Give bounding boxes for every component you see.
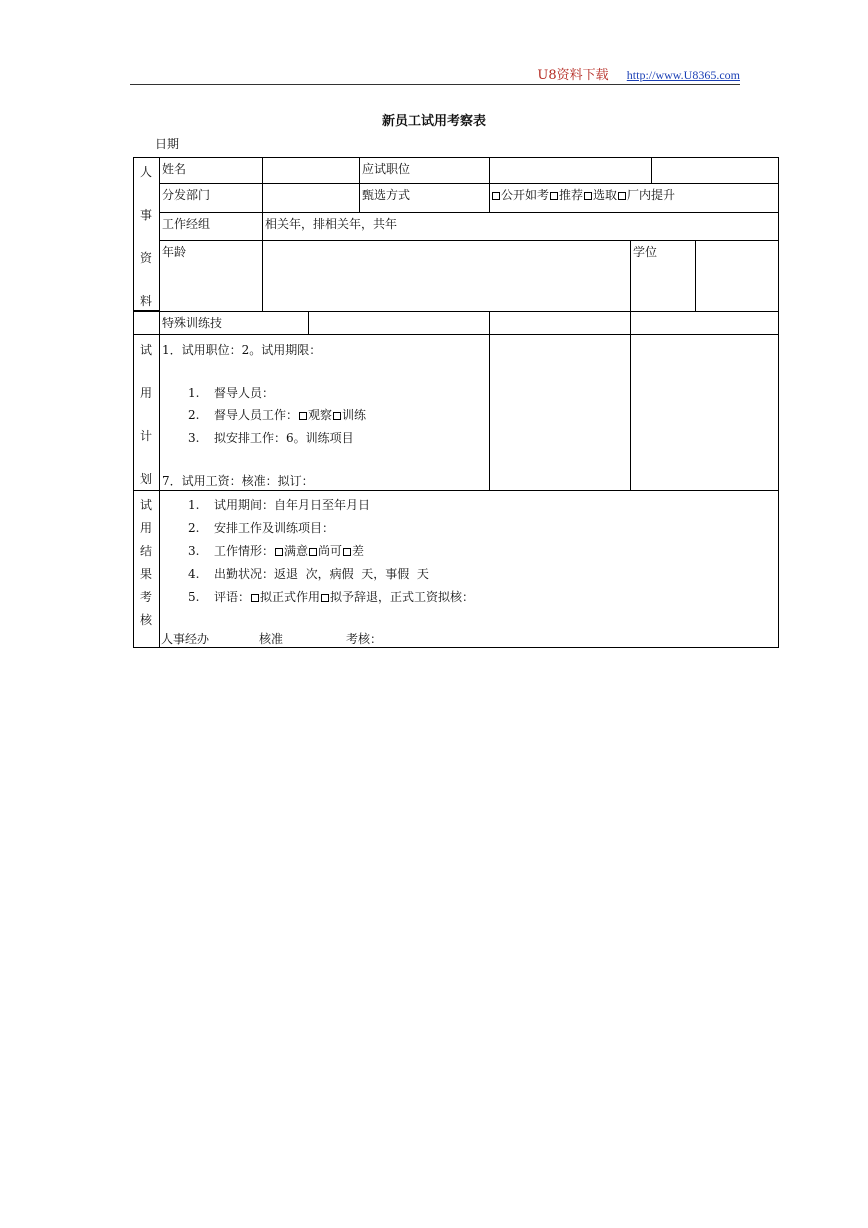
plan-line-last: 7．试用工资：核准：拟订：	[162, 474, 314, 488]
plan-item-text: 督导人员：	[214, 386, 275, 400]
plan-side-char-3: 计	[139, 429, 152, 443]
result-item-text: 评语：	[214, 590, 251, 604]
personnel-side-char-4: 料	[139, 294, 152, 308]
degree-field[interactable]	[695, 240, 779, 312]
result-item-num: 5.	[188, 590, 200, 604]
checkbox-acceptable[interactable]	[309, 548, 317, 556]
personnel-side-char-2: 事	[139, 208, 152, 222]
plan-side-char-1: 试	[139, 343, 152, 357]
checkbox-open-exam[interactable]	[492, 192, 500, 200]
evaluation-form	[133, 157, 779, 648]
skills-side-cell	[133, 311, 160, 335]
plan-item-text: 督导人员工作：	[214, 408, 299, 422]
plan-item-2	[188, 406, 366, 423]
degree-label: 学位	[630, 240, 696, 312]
sign-review-label: 考核：	[346, 632, 383, 646]
result-side-char-2: 用	[139, 521, 152, 535]
result-side-char-3: 结	[139, 544, 152, 558]
plan-item-num: 2.	[188, 408, 200, 422]
age-label: 年龄	[159, 240, 263, 312]
experience-label: 工作经组	[159, 212, 263, 241]
header-rule	[130, 84, 740, 85]
skills-field-3[interactable]	[630, 311, 779, 335]
age-field[interactable]	[262, 240, 631, 312]
sign-approve-label: 核准	[259, 632, 284, 646]
option-acceptable: 尚可	[318, 544, 343, 558]
checkbox-poor[interactable]	[343, 548, 351, 556]
name-label: 姓名	[159, 157, 263, 184]
result-item-2	[188, 519, 334, 536]
result-side-char-6: 核	[139, 613, 152, 627]
option-train: 训练	[342, 408, 367, 422]
sign-hr-label: 人事经办	[161, 632, 210, 646]
result-item-text: 出勤状况：返退 次，病假 天，事假 天	[214, 567, 429, 581]
plan-side-char-4: 划	[139, 472, 152, 486]
checkbox-select[interactable]	[584, 192, 592, 200]
page-header	[0, 64, 740, 83]
plan-side-char-2: 用	[139, 386, 152, 400]
checkbox-internal-promotion[interactable]	[618, 192, 626, 200]
plan-item-num: 1.	[188, 386, 200, 400]
plan-line-1: 1．试用职位：2。试用期限：	[162, 343, 322, 357]
dept-field[interactable]	[262, 183, 360, 213]
position-label: 应试职位	[359, 157, 490, 184]
extra-field[interactable]	[651, 157, 779, 184]
selection-label: 甄选方式	[359, 183, 490, 213]
result-item-num: 3.	[188, 544, 200, 558]
skills-field-1[interactable]	[308, 311, 490, 335]
result-item-text: 试用期间：自年月日至年月日	[214, 498, 371, 512]
result-item-4	[188, 565, 429, 582]
option-internal-promotion: 厂内提升	[627, 188, 676, 202]
result-item-num: 1.	[188, 498, 200, 512]
result-side-char-4: 果	[139, 567, 152, 581]
plan-item-text: 拟安排工作：6。训练项目	[214, 431, 354, 445]
plan-item-3	[188, 429, 354, 446]
checkbox-formal-hire[interactable]	[251, 594, 259, 602]
plan-item-1	[188, 384, 274, 401]
option-select: 选取	[593, 188, 618, 202]
option-formal-hire: 拟正式作用	[260, 590, 321, 604]
checkbox-train[interactable]	[333, 412, 341, 420]
result-item-3	[188, 542, 364, 559]
personnel-side-char-3: 资	[139, 251, 152, 265]
experience-value: 相关年，排相关年，共年	[262, 212, 779, 241]
option-satisfied: 满意	[284, 544, 309, 558]
checkbox-dismiss[interactable]	[321, 594, 329, 602]
result-item-text: 安排工作及训练项目：	[214, 521, 335, 535]
dept-label: 分发部门	[159, 183, 263, 213]
plan-item-num: 3.	[188, 431, 200, 445]
site-link[interactable]: http://www.U8365.com	[626, 68, 740, 82]
result-item-text: 工作情形：	[214, 544, 275, 558]
option-poor: 差	[352, 544, 365, 558]
result-item-num: 4.	[188, 567, 200, 581]
position-field[interactable]	[489, 157, 652, 184]
personnel-side-cell	[133, 157, 160, 311]
result-side-char-5: 考	[139, 590, 152, 604]
result-item-num: 2.	[188, 521, 200, 535]
checkbox-observe[interactable]	[299, 412, 307, 420]
personnel-side-char-1: 人	[139, 165, 152, 179]
date-label: 日期	[155, 137, 180, 151]
plan-field-2[interactable]	[489, 334, 631, 491]
skills-label: 特殊训练技	[159, 311, 309, 335]
option-observe: 观察	[308, 408, 333, 422]
option-recommend: 推荐	[559, 188, 584, 202]
option-open-exam: 公开如考	[501, 188, 550, 202]
selection-options	[489, 183, 779, 213]
checkbox-satisfied[interactable]	[275, 548, 283, 556]
result-item-1	[188, 496, 370, 513]
result-side-char-1: 试	[139, 498, 152, 512]
checkbox-recommend[interactable]	[550, 192, 558, 200]
plan-field-3[interactable]	[630, 334, 779, 491]
form-title: 新员工试用考察表	[381, 114, 486, 129]
name-field[interactable]	[262, 157, 360, 184]
result-item-5	[188, 588, 474, 605]
option-dismiss: 拟予辞退，正式工资拟核：	[330, 590, 475, 604]
skills-field-2[interactable]	[489, 311, 631, 335]
brand-text: U8资料下载	[537, 68, 609, 83]
